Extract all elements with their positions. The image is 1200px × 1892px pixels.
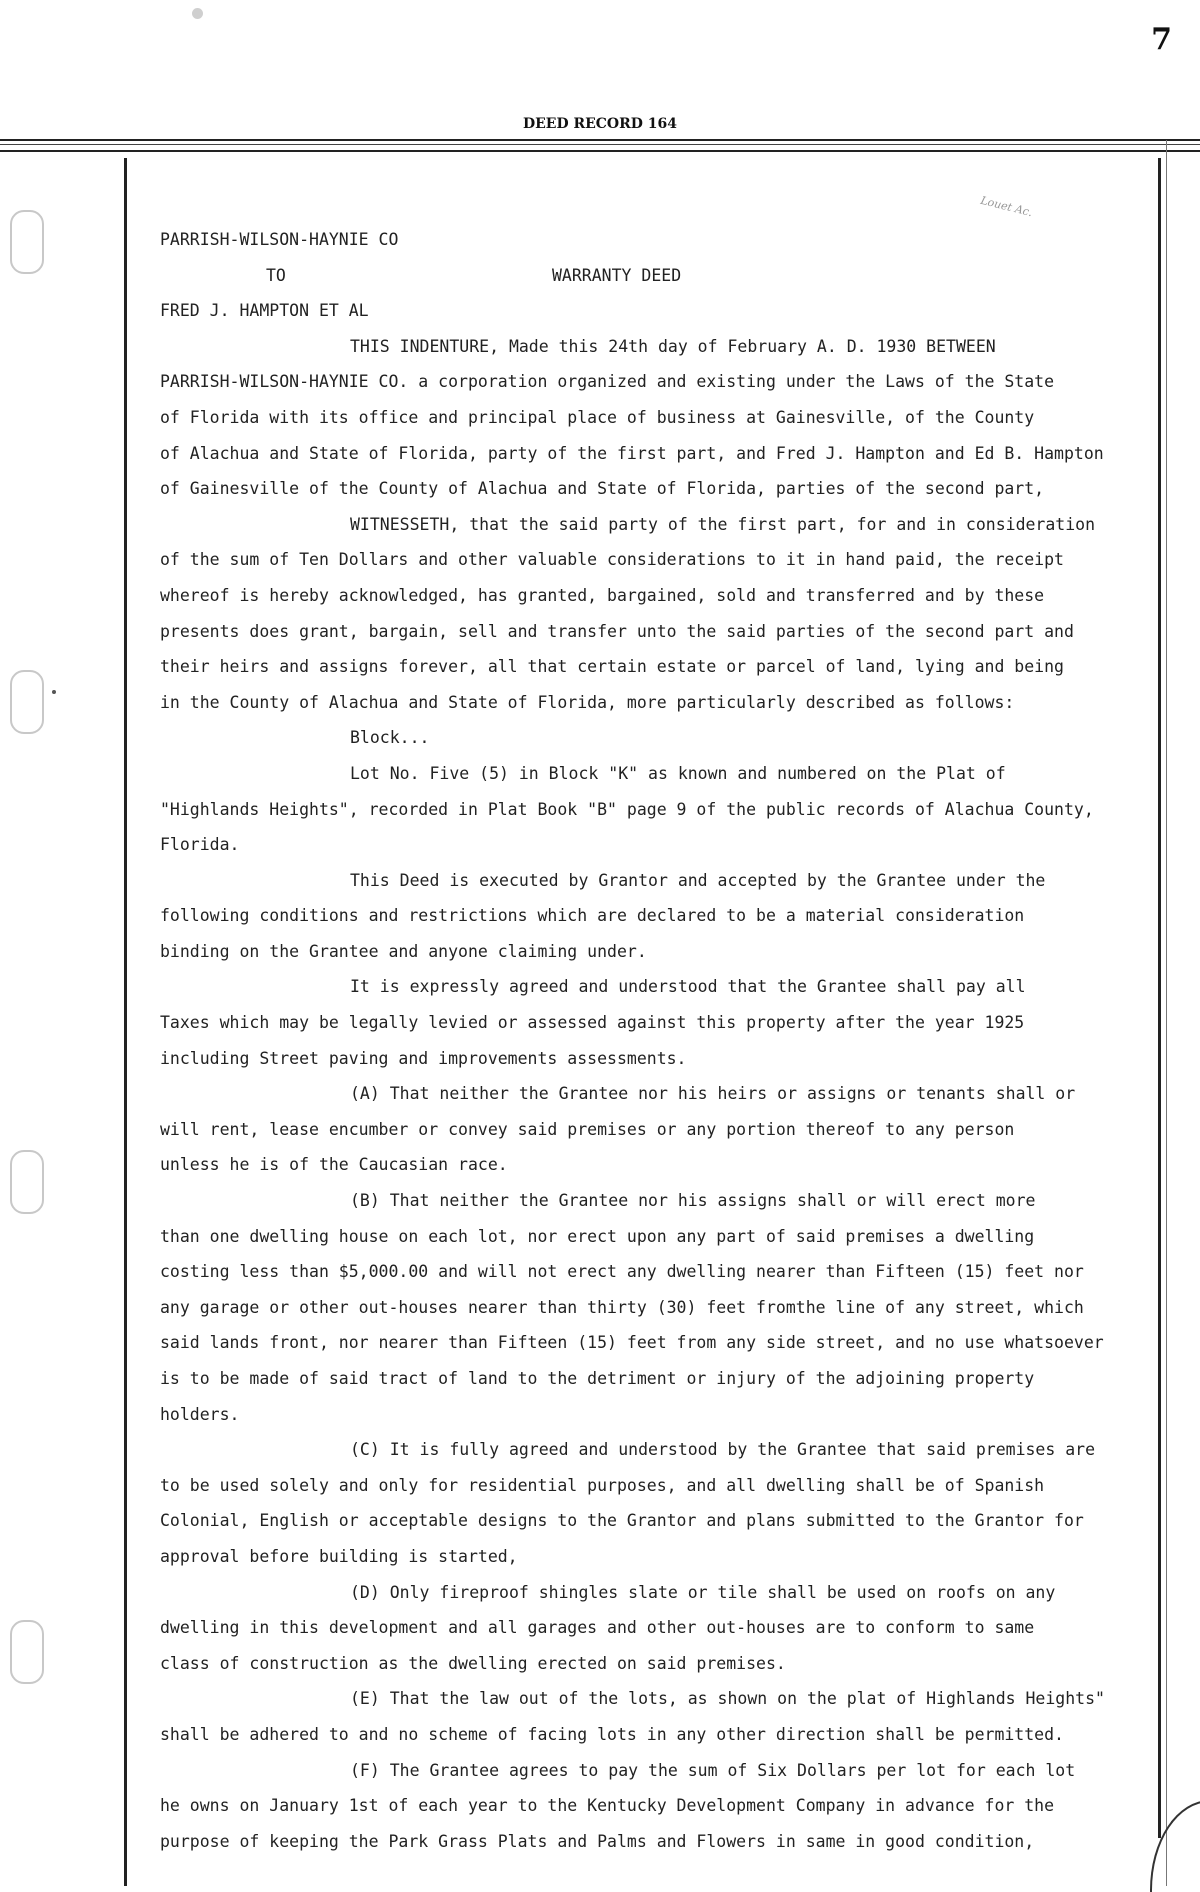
text-line: will rent, lease encumber or convey said premises or any portion thereof to any person [160,1119,1015,1139]
binder-hole [10,1150,44,1214]
text-line: said lands front, nor nearer than Fifteen (15) feet from any side street, and no use whatsoever [160,1333,1104,1353]
left-margin-line [124,158,127,1886]
text-line: shall be adhered to and no scheme of facing lots in any other direction shall be permitted. [160,1724,1064,1744]
header-rule-middle [0,144,1200,145]
text-line: costing less than $5,000.00 and will not erect any dwelling nearer than Fifteen (15) feet nor [160,1262,1084,1282]
doc-type-title: WARRANTY DEED [552,265,682,285]
deed-body [160,222,1160,1859]
text-line: purpose of keeping the Park Grass Plats and Palms and Flowers in same in good condition, [160,1831,1035,1851]
text-line: WITNESSETH, that the said party of the first part, for and in consideration [350,514,1096,534]
text-line: (E) That the law out of the lots, as shown on the plat of Highlands Heights" [350,1689,1105,1709]
text-line: is to be made of said tract of land to the detriment or injury of the adjoining property [160,1369,1035,1388]
text-line: Block... [350,728,430,748]
text-line: It is expressly agreed and understood that the Grantee shall pay all [350,977,1026,997]
text-line: any garage or other out-houses nearer than thirty (30) feet fromthe line of any street, which [160,1297,1084,1317]
text-line: to be used solely and only for residential purposes, and all dwelling shall be of Spanish [160,1475,1045,1495]
title-line [160,258,1160,294]
text-line: This Deed is executed by Grantor and accepted by the Grantee under the [350,870,1046,890]
text-line: (F) The Grantee agrees to pay the sum of Six Dollars per lot for each lot [350,1760,1076,1780]
text-line: of Gainesville of the County of Alachua and State of Florida, parties of the second part, [160,479,1045,499]
text-line: Colonial, English or acceptable designs to the Grantor and plans submitted to the Grantor for [160,1511,1084,1531]
text-line: of the sum of Ten Dollars and other valuable considerations to it in hand paid, the receipt [160,550,1064,570]
page-number: 7 [1151,22,1172,57]
right-outer-line [1166,140,1167,1886]
text-line: holders. [160,1404,240,1424]
grantor-line: PARRISH-WILSON-HAYNIE CO [160,230,399,249]
text-line: "Highlands Heights", recorded in Plat Book "B" page 9 of the public records of Alachua County, [160,799,1094,819]
text-line: their heirs and assigns forever, all that certain estate or parcel of land, lying and being [160,657,1064,677]
text-line: approval before building is started, [160,1546,518,1566]
text-line: than one dwelling house on each lot, nor erect upon any part of said premises a dwelling [160,1226,1035,1246]
binder-hole [10,210,44,274]
text-line: (B) That neither the Grantee nor his assigns shall or will erect more [350,1191,1036,1211]
text-line: in the County of Alachua and State of Florida, more particularly described as follows: [160,692,1015,712]
to-label: TO [266,265,286,285]
text-line: of Florida with its office and principal place of business at Gainesville, of the County [160,407,1035,427]
text-line: following conditions and restrictions which are declared to be a material consideration [160,906,1025,926]
text-line: Lot No. Five (5) in Block "K" as known and numbered on the Plat of [350,763,1006,783]
text-line: Taxes which may be legally levied or assessed against this property after the year 1925 [160,1013,1025,1033]
pencil-annotation: Louet Ac. [979,193,1034,220]
text-line: PARRISH-WILSON-HAYNIE CO. a corporation organized and existing under the Laws of the State [160,372,1055,392]
punch-mark [192,8,203,19]
text-line: (D) Only fireproof shingles slate or tile shall be used on roofs on any [350,1582,1056,1602]
header-rule-bottom [0,150,1200,152]
text-line: presents does grant, bargain, sell and transfer unto the said parties of the second part and [160,621,1074,641]
text-line: of Alachua and State of Florida, party of the first part, and Fred J. Hampton and Ed B. Hampton [160,443,1104,463]
binder-hole [10,670,44,734]
text-line: THIS INDENTURE, Made this 24th day of February A. D. 1930 BETWEEN [350,336,996,356]
grantee-line: FRED J. HAMPTON ET AL [160,301,369,321]
text-line: class of construction as the dwelling erected on said premises. [160,1653,786,1673]
text-line: binding on the Grantee and anyone claiming under. [160,941,647,961]
text-line: including Street paving and improvements assessments. [160,1048,687,1068]
text-line: (A) That neither the Grantee nor his heirs or assigns or tenants shall or [350,1084,1076,1104]
text-line: Florida. [160,835,240,855]
text-line: he owns on January 1st of each year to the Kentucky Development Company in advance for the [160,1796,1055,1816]
header-rule-top [0,139,1200,141]
text-line: whereof is hereby acknowledged, has granted, bargained, sold and transferred and by these [160,585,1045,605]
book-title: DEED RECORD 164 [522,116,677,132]
ink-dot [52,690,56,694]
text-line: unless he is of the Caucasian race. [160,1155,508,1175]
text-line: (C) It is fully agreed and understood by the Grantee that said premises are [350,1440,1096,1460]
text-line: dwelling in this development and all garages and other out-houses are to conform to same [160,1618,1035,1638]
binder-hole [10,1620,44,1684]
